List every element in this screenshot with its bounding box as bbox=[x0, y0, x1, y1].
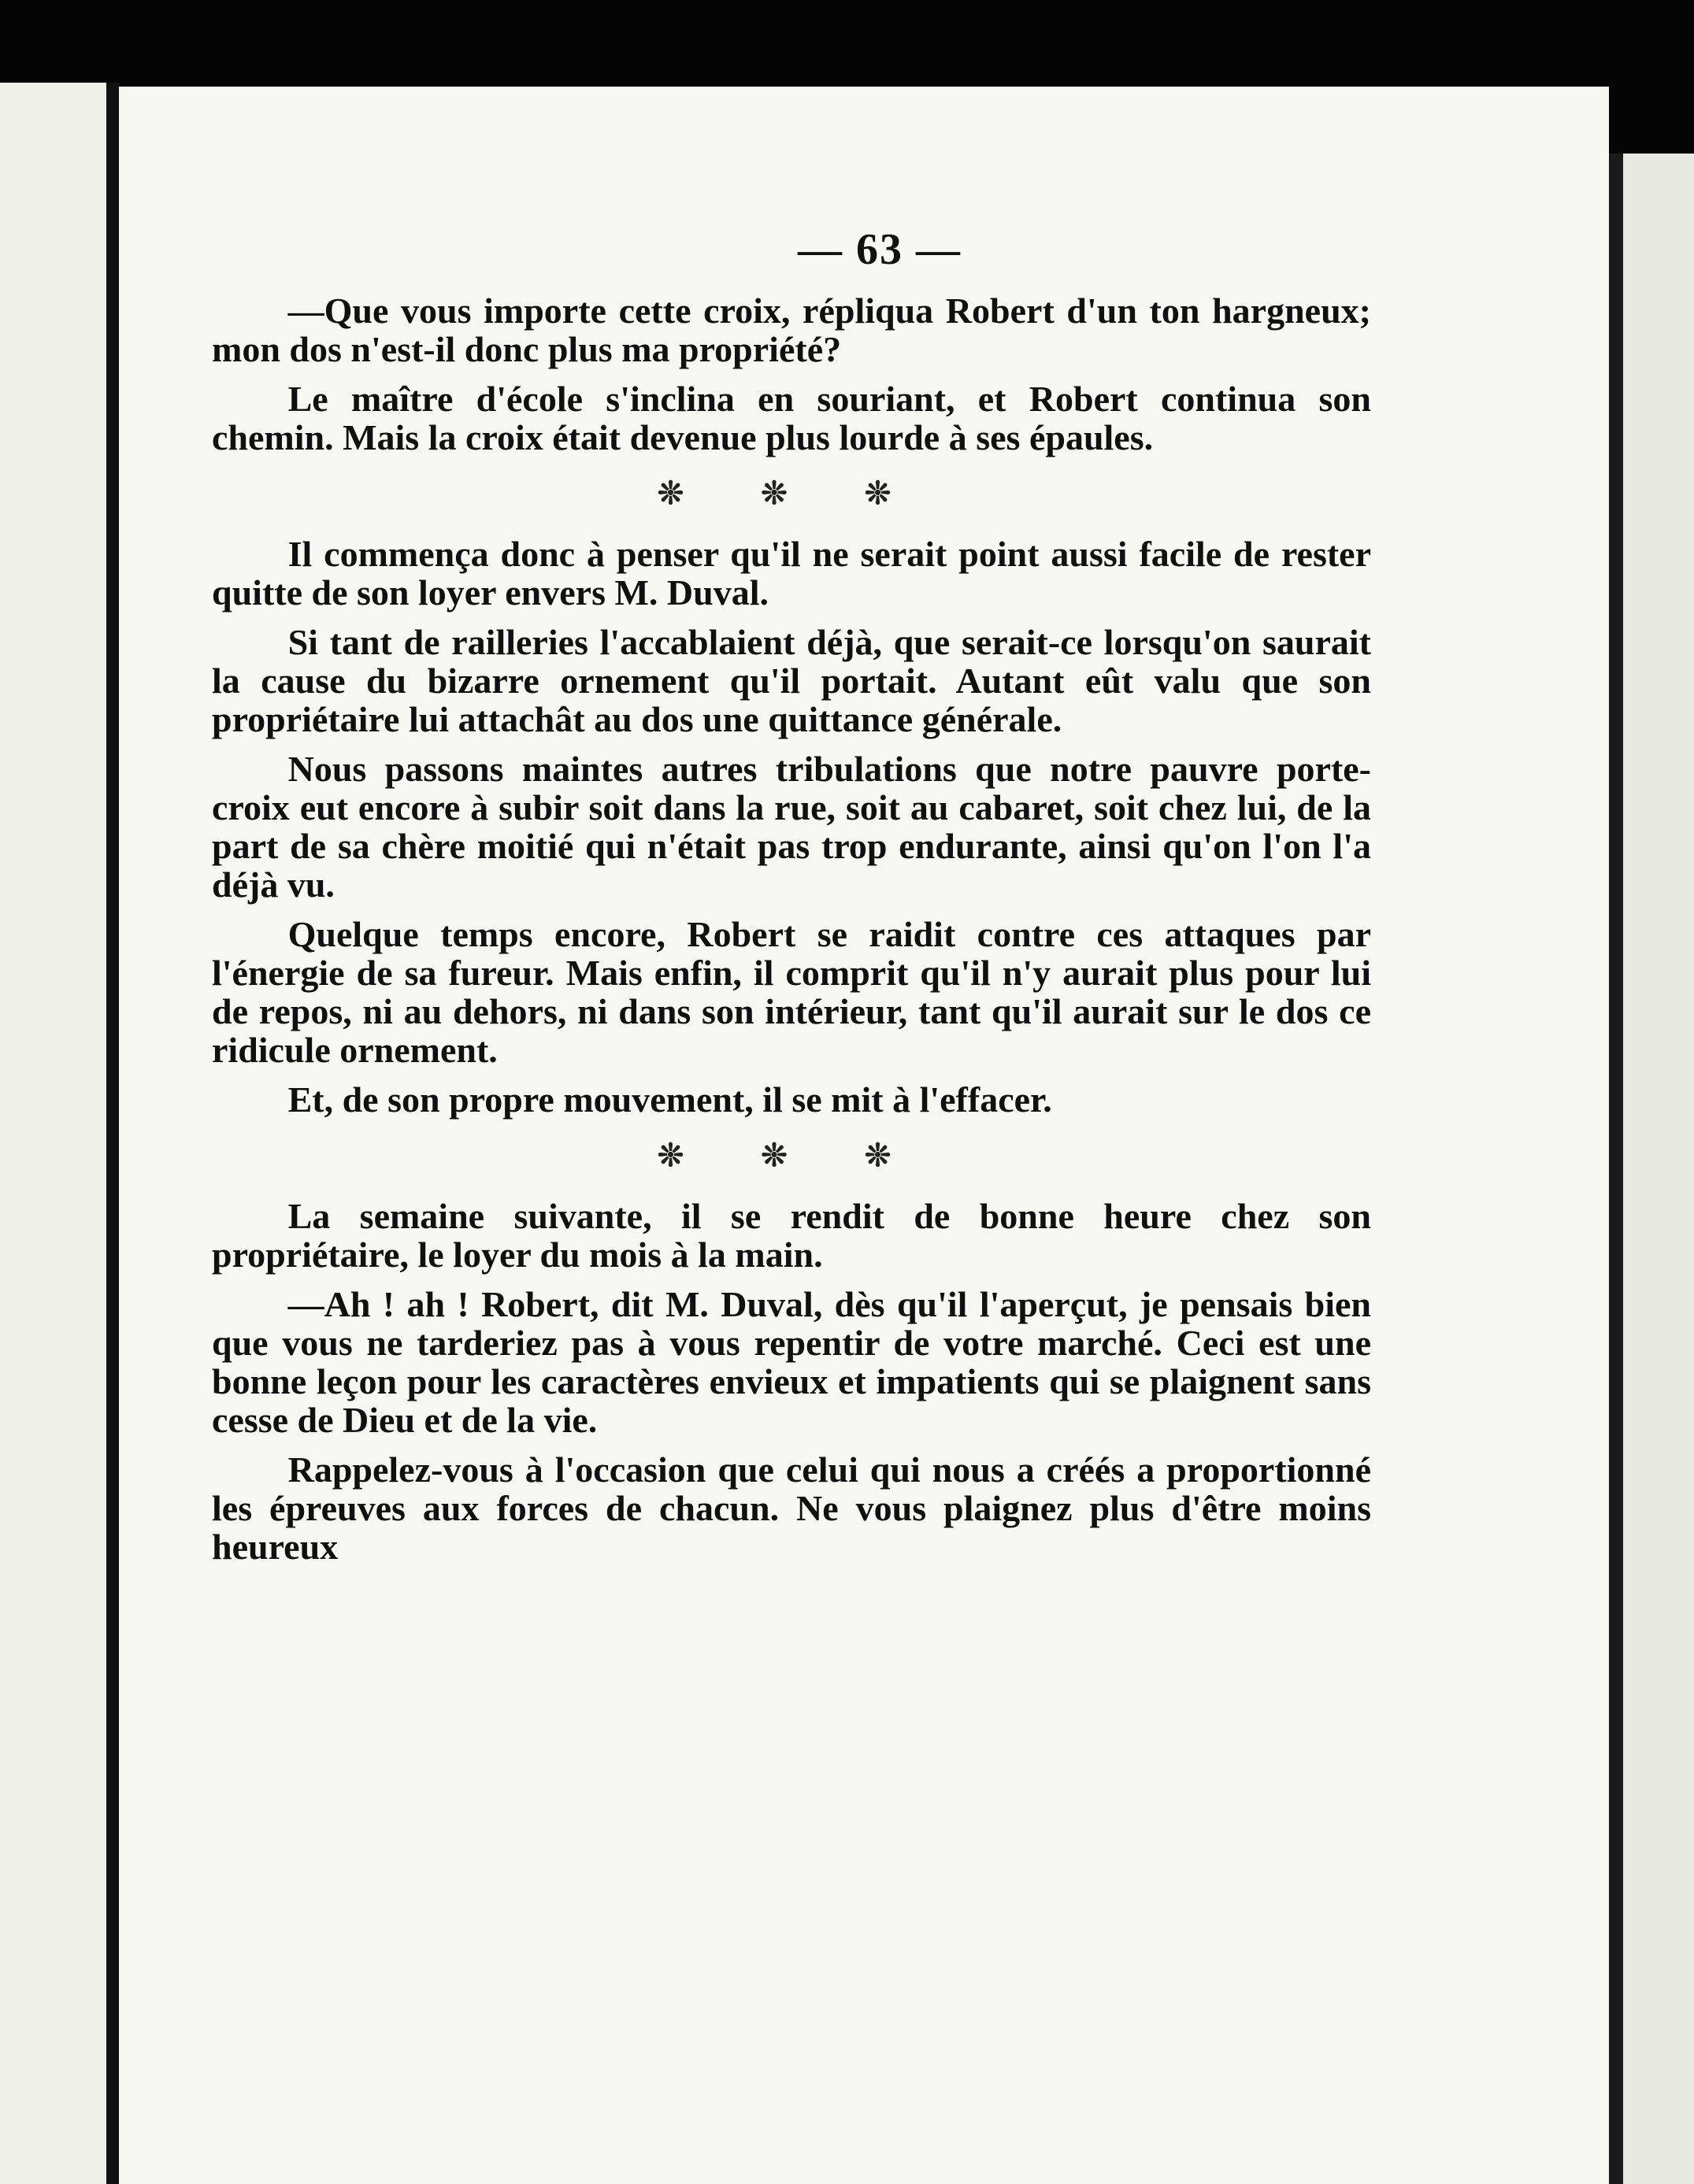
paragraph: —Ah ! ah ! Robert, dit M. Duval, dès qu'il l'aperçut, je pensais bien que vous ne tarderiez pas à vous repentir de votre marché. Ceci est une bonne leçon pour les caractères envieux et impatients qui se plaignent sans cesse de Dieu et de la vie. bbox=[212, 1284, 1371, 1440]
paragraph: Nous passons maintes autres tribulations que notre pauvre porte-croix eut encore à subir soit dans la rue, soit au cabaret, soit chez lui, de la part de sa chère moitié qui n'était pas trop endurante, ainsi qu'on l'on l'a déjà vu. bbox=[212, 749, 1371, 905]
next-page-edge bbox=[1623, 154, 1694, 2184]
facing-page-edge bbox=[0, 83, 106, 2184]
page-edge-shadow bbox=[1609, 154, 1623, 2184]
paragraph: La semaine suivante, il se rendit de bonne heure chez son propriétaire, le loyer du mois à la main. bbox=[212, 1196, 1371, 1275]
section-separator: ❊ ❊ ❊ bbox=[657, 476, 926, 511]
paragraph: —Que vous importe cette croix, répliqua Robert d'un ton hargneux; mon dos n'est-il donc plus ma propriété? bbox=[212, 291, 1371, 369]
book-page bbox=[119, 87, 1609, 2184]
section-separator: ❊ ❊ ❊ bbox=[657, 1138, 926, 1173]
paragraph: Si tant de railleries l'accablaient déjà, que serait-ce lorsqu'on saurait la cause du bizarre ornement qu'il portait. Autant eût valu que son propriétaire lui attachât au dos une quittance générale. bbox=[212, 622, 1371, 739]
paragraph: Quelque temps encore, Robert se raidit contre ces attaques par l'énergie de sa fureur. Mais enfin, il comprit qu'il n'y aurait plus pour lui de repos, ni au dehors, ni dans son intérieur, tant qu'il aurait sur le dos ce ridicule ornement. bbox=[212, 914, 1371, 1070]
page-number: — 63 — bbox=[798, 225, 962, 274]
page-body bbox=[212, 291, 1371, 1566]
paragraph: Et, de son propre mouvement, il se mit à l'effacer. bbox=[287, 1079, 1052, 1120]
gutter-shadow bbox=[106, 83, 119, 2184]
paragraph: Il commença donc à penser qu'il ne serait point aussi facile de rester quitte de son loyer envers M. Duval. bbox=[212, 534, 1371, 613]
paragraph: Rappelez-vous à l'occasion que celui qui nous a créés a proportionné les épreuves aux forces de chacun. Ne vous plaignez plus d'être moins heureux bbox=[212, 1449, 1371, 1567]
paragraph: Le maître d'école s'inclina en souriant, et Robert continua son chemin. Mais la croix était devenue plus lourde à ses épaules. bbox=[212, 379, 1371, 457]
